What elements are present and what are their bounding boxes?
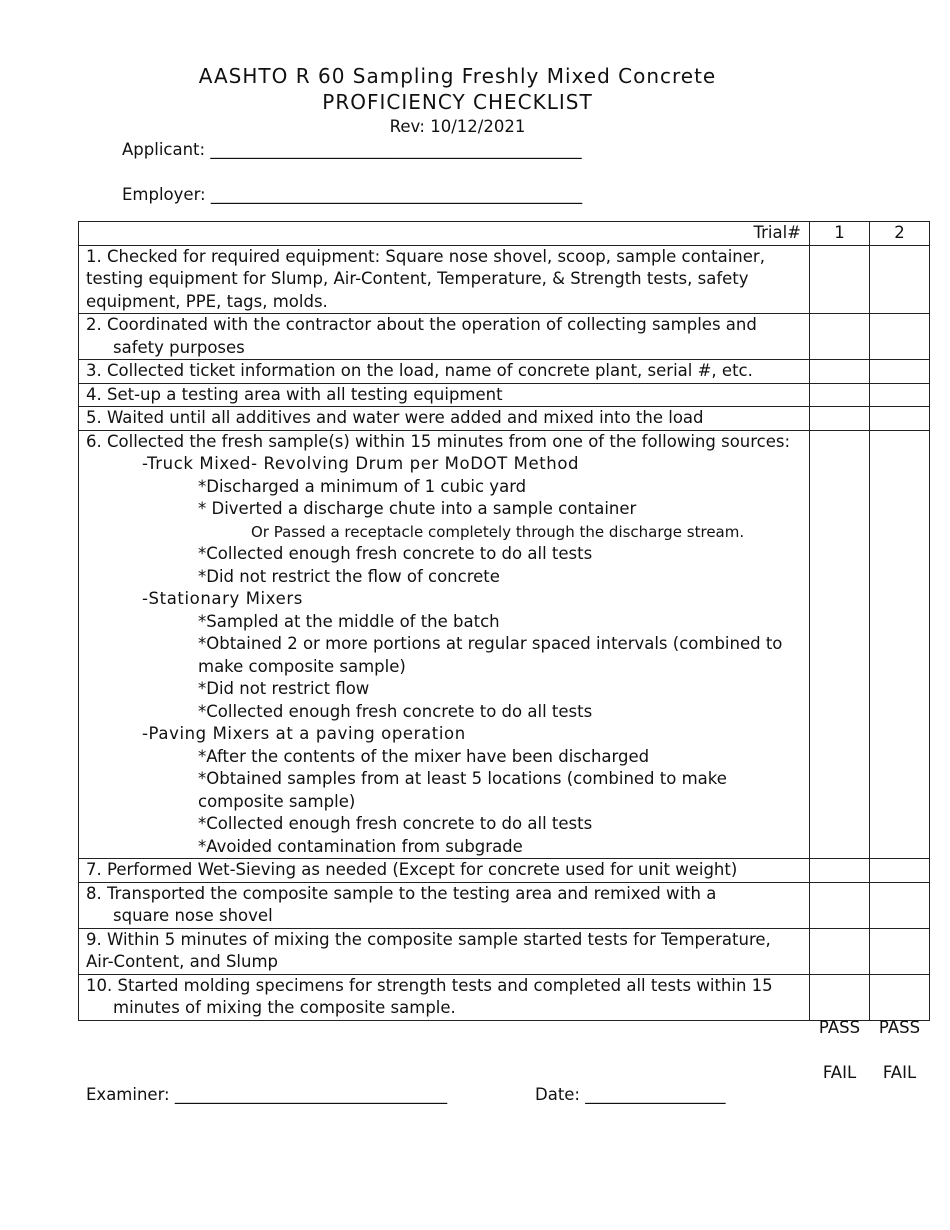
step-9-text: 9. Within 5 minutes of mixing the composite sample started tests for Temperature, Air-Content, and Slump bbox=[79, 928, 810, 974]
examiner-field[interactable]: Examiner: _________________________________ bbox=[86, 1085, 448, 1104]
stationary-mixers-heading: -Stationary Mixers bbox=[142, 589, 303, 608]
trial-2-header: 2 bbox=[870, 222, 930, 246]
trial-label: Trial# bbox=[79, 222, 810, 246]
fail-option-trial-2[interactable]: FAIL bbox=[882, 1063, 917, 1082]
step-3-text: 3. Collected ticket information on the load, name of concrete plant, serial #, etc. bbox=[79, 360, 810, 384]
step-4-trial-1-cell[interactable] bbox=[810, 383, 870, 407]
table-row bbox=[79, 430, 930, 859]
table-row bbox=[79, 360, 930, 384]
step-4-trial-2-cell[interactable] bbox=[870, 383, 930, 407]
table-row bbox=[79, 859, 930, 883]
pass-option-trial-2[interactable]: PASS bbox=[878, 1018, 921, 1037]
step-2-text: 2. Coordinated with the contractor about the operation of collecting samples and safety purposes bbox=[79, 314, 810, 360]
step-6-trial-2-cell[interactable] bbox=[870, 430, 930, 859]
paving-mixers-heading: -Paving Mixers at a paving operation bbox=[142, 724, 466, 743]
step-8-trial-2-cell[interactable] bbox=[870, 882, 930, 928]
employer-field[interactable]: Employer: _____________________________________________ bbox=[122, 185, 583, 204]
step-6-trial-1-cell[interactable] bbox=[810, 430, 870, 859]
fail-option-trial-1[interactable]: FAIL bbox=[822, 1063, 857, 1082]
table-row bbox=[79, 407, 930, 431]
truck-mixed-heading: -Truck Mixed- Revolving Drum per MoDOT Method bbox=[142, 454, 580, 473]
applicant-field[interactable]: Applicant: _____________________________________________ bbox=[122, 140, 582, 159]
step-2-trial-2-cell[interactable] bbox=[870, 314, 930, 360]
table-row bbox=[79, 882, 930, 928]
step-1-trial-1-cell[interactable] bbox=[810, 245, 870, 314]
step-5-trial-2-cell[interactable] bbox=[870, 407, 930, 431]
trial-1-header: 1 bbox=[810, 222, 870, 246]
table-row bbox=[79, 383, 930, 407]
step-9-trial-1-cell[interactable] bbox=[810, 928, 870, 974]
step-9-trial-2-cell[interactable] bbox=[870, 928, 930, 974]
document-title: AASHTO R 60 Sampling Freshly Mixed Concrete bbox=[198, 64, 717, 88]
step-7-text: 7. Performed Wet-Sieving as needed (Except for concrete used for unit weight) bbox=[79, 859, 810, 883]
step-10-text: 10. Started molding specimens for strength tests and completed all tests within 15 minutes of mixing the composite sample. bbox=[79, 974, 810, 1020]
date-field[interactable]: Date: _________________ bbox=[535, 1085, 726, 1104]
pass-option-trial-1[interactable]: PASS bbox=[818, 1018, 861, 1037]
step-5-text: 5. Waited until all additives and water were added and mixed into the load bbox=[79, 407, 810, 431]
step-4-text: 4. Set-up a testing area with all testing equipment bbox=[79, 383, 810, 407]
step-10-trial-1-cell[interactable] bbox=[810, 974, 870, 1020]
step-8-text: 8. Transported the composite sample to the testing area and remixed with a square nose shovel bbox=[79, 882, 810, 928]
step-5-trial-1-cell[interactable] bbox=[810, 407, 870, 431]
step-1-text: 1. Checked for required equipment: Square nose shovel, scoop, sample container, testing equipment for Slump, Air-Content, Temperature, & Strength tests, safety equipment, PPE, tags, molds. bbox=[79, 245, 810, 314]
step-3-trial-1-cell[interactable] bbox=[810, 360, 870, 384]
step-7-trial-1-cell[interactable] bbox=[810, 859, 870, 883]
table-row bbox=[79, 245, 930, 314]
table-row bbox=[79, 974, 930, 1020]
step-2-trial-1-cell[interactable] bbox=[810, 314, 870, 360]
step-7-trial-2-cell[interactable] bbox=[870, 859, 930, 883]
step-10-trial-2-cell[interactable] bbox=[870, 974, 930, 1020]
table-row bbox=[79, 928, 930, 974]
step-1-trial-2-cell[interactable] bbox=[870, 245, 930, 314]
step-6-text: 6. Collected the fresh sample(s) within 15 minutes from one of the following sources: -Truck Mixed- Revolving Drum per MoDOT Method *Discharged a minimum of 1 cubic yard * Diverted a discharge chute into a sample container Or Passed a receptacle completely through the discharge stream. *Collected enough fresh concrete to do all tests *Did not restrict the flow of concrete -Stationary Mixers *Sampled at the middle of the batch *Obtained 2 or more portions at regular spaced intervals (combined to make composite sample) *Did not restrict flow *Collected enough fresh concrete to do all tests -Paving Mixers at a paving operation *After the contents of the mixer have been discharged *Obtained samples from at least 5 locations (combined to make composite sample) *Collected enough fresh concrete to do all tests *Avoided contamination from subgrade bbox=[79, 430, 810, 859]
step-3-trial-2-cell[interactable] bbox=[870, 360, 930, 384]
step-8-trial-1-cell[interactable] bbox=[810, 882, 870, 928]
table-row bbox=[79, 314, 930, 360]
revision-date: Rev: 10/12/2021 bbox=[389, 117, 526, 136]
table-header-row bbox=[79, 222, 930, 246]
checklist-table bbox=[78, 221, 930, 1021]
document-subtitle: PROFICIENCY CHECKLIST bbox=[322, 90, 593, 114]
